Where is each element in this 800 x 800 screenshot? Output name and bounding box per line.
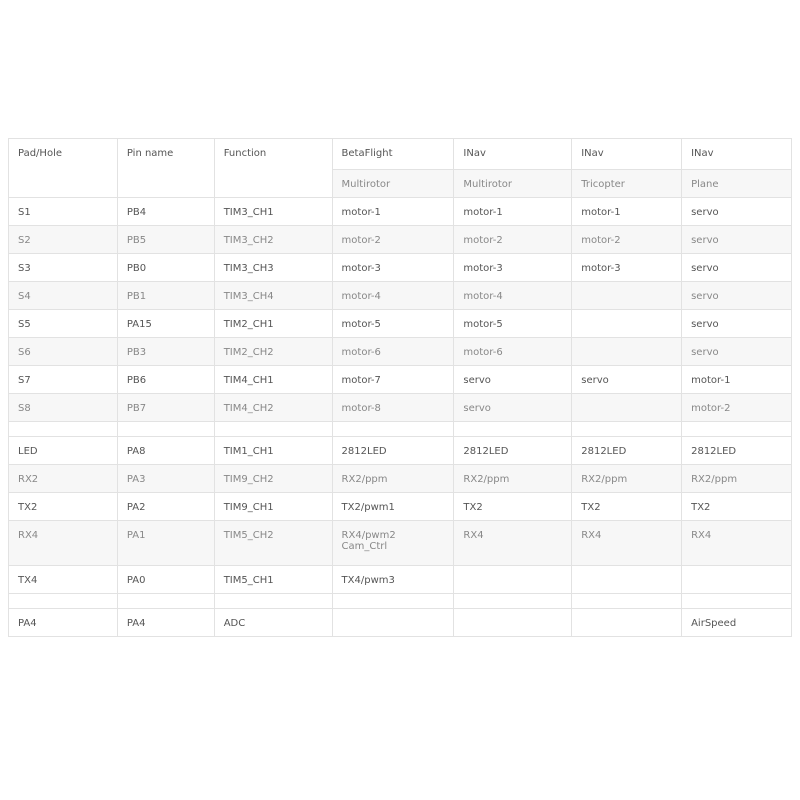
table-cell	[332, 609, 454, 637]
table-cell: PA1	[117, 521, 214, 566]
table-cell: servo	[682, 338, 792, 366]
header-row	[9, 139, 792, 170]
table-cell: PB4	[117, 198, 214, 226]
table-cell: S3	[9, 254, 118, 282]
table-cell: motor-6	[332, 338, 454, 366]
table-cell: TIM2_CH1	[214, 310, 332, 338]
table-cell: servo	[682, 254, 792, 282]
table-cell: RX2	[9, 465, 118, 493]
table-cell: servo	[454, 366, 572, 394]
table-cell: TIM2_CH2	[214, 338, 332, 366]
header-firmware-type: Multirotor	[454, 169, 572, 197]
table-cell: PB3	[117, 338, 214, 366]
table-cell	[454, 594, 572, 609]
table-cell: TIM4_CH1	[214, 366, 332, 394]
table-cell: TIM3_CH3	[214, 254, 332, 282]
table-cell: PB7	[117, 394, 214, 422]
table-cell: PB0	[117, 254, 214, 282]
table-cell: TX4/pwm3	[332, 566, 454, 594]
table-cell: motor-5	[454, 310, 572, 338]
table-cell: PA0	[117, 566, 214, 594]
table-cell: TIM3_CH1	[214, 198, 332, 226]
table-cell: TX2	[9, 493, 118, 521]
table-cell	[682, 422, 792, 437]
header-firmware-type: Tricopter	[572, 169, 682, 197]
table-cell: motor-6	[454, 338, 572, 366]
table-cell	[572, 310, 682, 338]
table-cell	[572, 394, 682, 422]
table-cell: TIM3_CH4	[214, 282, 332, 310]
table-cell: motor-3	[454, 254, 572, 282]
table-cell: S5	[9, 310, 118, 338]
header-firmware: INav	[682, 139, 792, 170]
spacer-row	[9, 594, 792, 609]
table-cell	[454, 566, 572, 594]
header-firmware-type: Plane	[682, 169, 792, 197]
table-cell: TIM9_CH1	[214, 493, 332, 521]
table-cell: TIM4_CH2	[214, 394, 332, 422]
table-cell: motor-3	[332, 254, 454, 282]
table-cell: 2812LED	[454, 437, 572, 465]
table-cell: TIM9_CH2	[214, 465, 332, 493]
table-row	[9, 282, 792, 310]
spacer-row	[9, 422, 792, 437]
pin-mapping-table	[8, 138, 792, 637]
table-cell: RX2/ppm	[572, 465, 682, 493]
table-cell: motor-1	[572, 198, 682, 226]
table-cell	[572, 282, 682, 310]
table-cell: motor-2	[572, 226, 682, 254]
table-cell: servo	[454, 394, 572, 422]
table-cell: motor-2	[454, 226, 572, 254]
table-cell	[572, 422, 682, 437]
table-cell: servo	[682, 310, 792, 338]
table-cell: TIM1_CH1	[214, 437, 332, 465]
table-cell: motor-3	[572, 254, 682, 282]
table-cell	[332, 422, 454, 437]
table-row	[9, 310, 792, 338]
table-row	[9, 437, 792, 465]
table-cell: motor-1	[682, 366, 792, 394]
table-cell: S2	[9, 226, 118, 254]
table-cell: RX4	[572, 521, 682, 566]
table-cell	[572, 338, 682, 366]
table-cell: TIM5_CH1	[214, 566, 332, 594]
table-cell: servo	[682, 198, 792, 226]
table-row	[9, 198, 792, 226]
table-cell: 2812LED	[682, 437, 792, 465]
table-cell: motor-8	[332, 394, 454, 422]
header-firmware: INav	[572, 139, 682, 170]
table-row	[9, 493, 792, 521]
table-cell: PB5	[117, 226, 214, 254]
table-cell	[682, 594, 792, 609]
table-row	[9, 566, 792, 594]
header-firmware-type: Multirotor	[332, 169, 454, 197]
table-cell: servo	[682, 226, 792, 254]
table-cell: PA3	[117, 465, 214, 493]
table-cell: RX4	[682, 521, 792, 566]
table-cell: S4	[9, 282, 118, 310]
table-cell: S7	[9, 366, 118, 394]
table-cell: motor-1	[454, 198, 572, 226]
table-cell	[454, 609, 572, 637]
table-cell: TX2	[682, 493, 792, 521]
table-row	[9, 254, 792, 282]
table-cell: TX2/pwm1	[332, 493, 454, 521]
table-cell	[9, 594, 118, 609]
table-cell: TX4	[9, 566, 118, 594]
table-cell	[9, 422, 118, 437]
table-row	[9, 366, 792, 394]
table-cell	[454, 422, 572, 437]
table-cell: PA4	[117, 609, 214, 637]
table-cell	[117, 594, 214, 609]
table-cell: S1	[9, 198, 118, 226]
table-cell: motor-5	[332, 310, 454, 338]
table-cell	[572, 594, 682, 609]
table-cell: TIM3_CH2	[214, 226, 332, 254]
table-cell: motor-4	[454, 282, 572, 310]
table-cell	[332, 594, 454, 609]
table-cell: RX2/ppm	[454, 465, 572, 493]
table-cell: TX2	[572, 493, 682, 521]
table-cell: PA4	[9, 609, 118, 637]
header-pad: Pad/Hole	[9, 139, 118, 198]
table-cell: RX4	[454, 521, 572, 566]
table-row	[9, 338, 792, 366]
table-cell: RX2/ppm	[332, 465, 454, 493]
table-cell	[572, 609, 682, 637]
table-cell: PA8	[117, 437, 214, 465]
table-cell: S6	[9, 338, 118, 366]
table-cell: PA2	[117, 493, 214, 521]
table-cell: PB6	[117, 366, 214, 394]
table-cell: ADC	[214, 609, 332, 637]
table-cell: motor-4	[332, 282, 454, 310]
table-cell: PA15	[117, 310, 214, 338]
table-cell: RX4/pwm2 Cam_Ctrl	[332, 521, 454, 566]
table-cell	[214, 594, 332, 609]
header-firmware: BetaFlight	[332, 139, 454, 170]
table-cell	[572, 566, 682, 594]
header-pin: Pin name	[117, 139, 214, 198]
table-cell: motor-2	[332, 226, 454, 254]
table-cell: TIM5_CH2	[214, 521, 332, 566]
table-row	[9, 394, 792, 422]
table-row	[9, 521, 792, 566]
table-row	[9, 465, 792, 493]
table-row	[9, 226, 792, 254]
table-cell: motor-2	[682, 394, 792, 422]
table-cell: S8	[9, 394, 118, 422]
table-cell: 2812LED	[572, 437, 682, 465]
table-cell	[214, 422, 332, 437]
table-cell: RX4	[9, 521, 118, 566]
table-cell: 2812LED	[332, 437, 454, 465]
table-cell: motor-7	[332, 366, 454, 394]
table-cell: AirSpeed	[682, 609, 792, 637]
table-cell: PB1	[117, 282, 214, 310]
table-cell: servo	[682, 282, 792, 310]
table-cell: motor-1	[332, 198, 454, 226]
header-function: Function	[214, 139, 332, 198]
table-cell	[117, 422, 214, 437]
table-cell: LED	[9, 437, 118, 465]
table-cell: TX2	[454, 493, 572, 521]
table-cell: RX2/ppm	[682, 465, 792, 493]
table-row	[9, 609, 792, 637]
table-cell: servo	[572, 366, 682, 394]
table-cell	[682, 566, 792, 594]
header-firmware: INav	[454, 139, 572, 170]
